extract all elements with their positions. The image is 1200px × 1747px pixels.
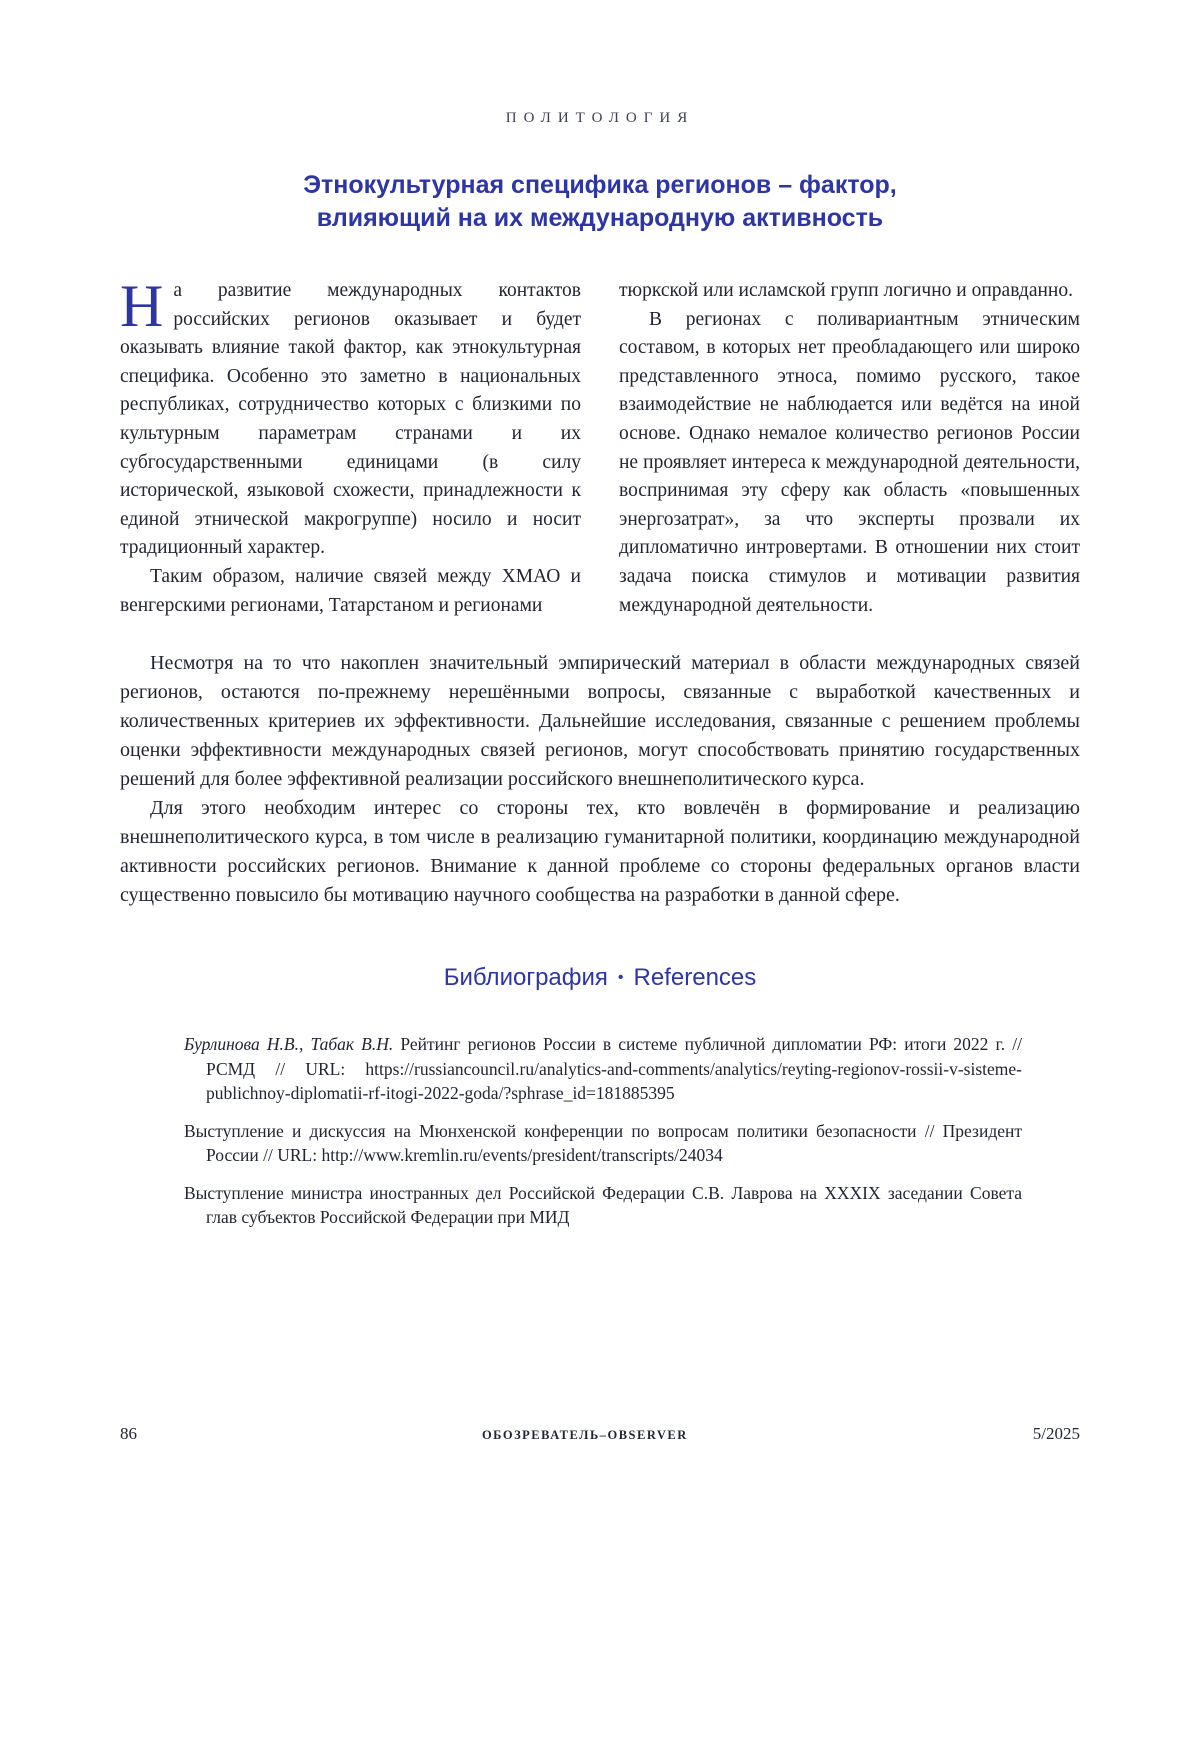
journal-name: ОБОЗРЕВАТЕЛЬ–OBSERVER [481,1428,688,1442]
page-footer [120,1424,1080,1444]
page-number: 86 [120,1424,137,1443]
reference-list [184,1032,1022,1230]
paragraph [120,273,581,563]
journal-page [120,0,1080,1230]
article-title [120,169,1080,235]
reference-entry [184,1119,1022,1168]
paragraph: тюркской или исламской групп логично и оправданно. [619,280,1073,301]
reference-text: Рейтинг регионов России в системе публичной дипломатии РФ: итоги 2022 г. // РСМД // URL: https://russiancouncil.ru/analytics-and-comments/analytics/reyting-regionov-rossii-v-sisteme-publichnoy-diplomatii-rf-itogi-2022-goda/?sphrase_id=181885395 [206,1034,1022,1104]
paragraph: В регионах с поливариантным этническим составом, в которых нет преобладающего или широко представленного этноса, помимо русского, такое взаимодействие не наблюдается или ведётся на иной основе. Однако немалое количество регионов России не проявляет интереса к международной деятельности, воспринимая эту сферу как область «повышенных энергозатрат», за что эксперты прозвали их дипломатично интровертами. В отношении них стоит задача поиска стимулов и мотивации развития международной деятельности. [619,308,1080,616]
reference-entry [184,1181,1022,1230]
paragraph: Таким образом, наличие связей между ХМАО и венгерскими регионами, Татарстаном и регионами [120,565,581,616]
bibliography-heading [120,964,1080,992]
bibliography-heading-en: References [633,964,757,992]
two-column-body [120,273,1080,620]
heading-bullet: • [617,969,624,987]
reference-entry [184,1032,1022,1106]
reference-authors: Бурлинова Н.В., Табак В.Н. [184,1034,394,1055]
reference-text: Выступление и дискуссия на Мюнхенской конференции по вопросам политики безопасности // Президент России // URL: http://www.kremlin.ru/events/president/transcripts/24034 [184,1120,1022,1166]
article-title-line-1: Этнокультурная специфика регионов – фактор, [303,171,897,199]
section-label: ПОЛИТОЛОГИЯ [505,110,695,126]
paragraph-text: а развитие международных контактов российских регионов оказывает и будет оказывать влияние такой фактор, как этнокультурная специфика. Особенно это заметно в национальных республиках, сотрудничество которых с близкими по культурным параметрам странами и их субгосударственными единицами (в силу исторической, языковой схожести, принадлежности к единой этнической макрогруппе) носило и носит традиционный характер. [120,280,581,559]
issue-number: 5/2025 [1032,1424,1080,1443]
right-column [619,277,1080,620]
left-column [120,273,581,620]
article-title-line-2: влияющий на их международную активность [316,204,884,232]
paragraph: Для этого необходим интерес со стороны тех, кто вовлечён в формирование и реализацию внешнеполитического курса, в том числе в реализацию гуманитарной политики, координацию международной активности российских регионов. Внимание к данной проблеме со стороны федеральных органов власти существенно повысило бы мотивацию научного сообщества на разработки в данной сфере. [120,797,1080,907]
full-width-body [120,649,1080,910]
paragraph: Несмотря на то что накоплен значительный эмпирический материал в области международных связей регионов, остаются по-прежнему нерешёнными вопросы, связанные с выработкой качественных и количественных критериев их эффективности. Дальнейшие исследования, связанные с решением проблемы оценки эффективности международных связей регионов, могут способствовать принятию государственных решений для более эффективной реализации российского внешнеполитического курса. [120,652,1080,791]
drop-cap: Н [120,273,164,339]
reference-text: Выступление министра иностранных дел Российской Федерации С.В. Лаврова на XXXIX заседании Совета глав субъектов Российской Федерации при МИД [184,1182,1022,1228]
bibliography-heading-ru: Библиография [443,964,608,992]
